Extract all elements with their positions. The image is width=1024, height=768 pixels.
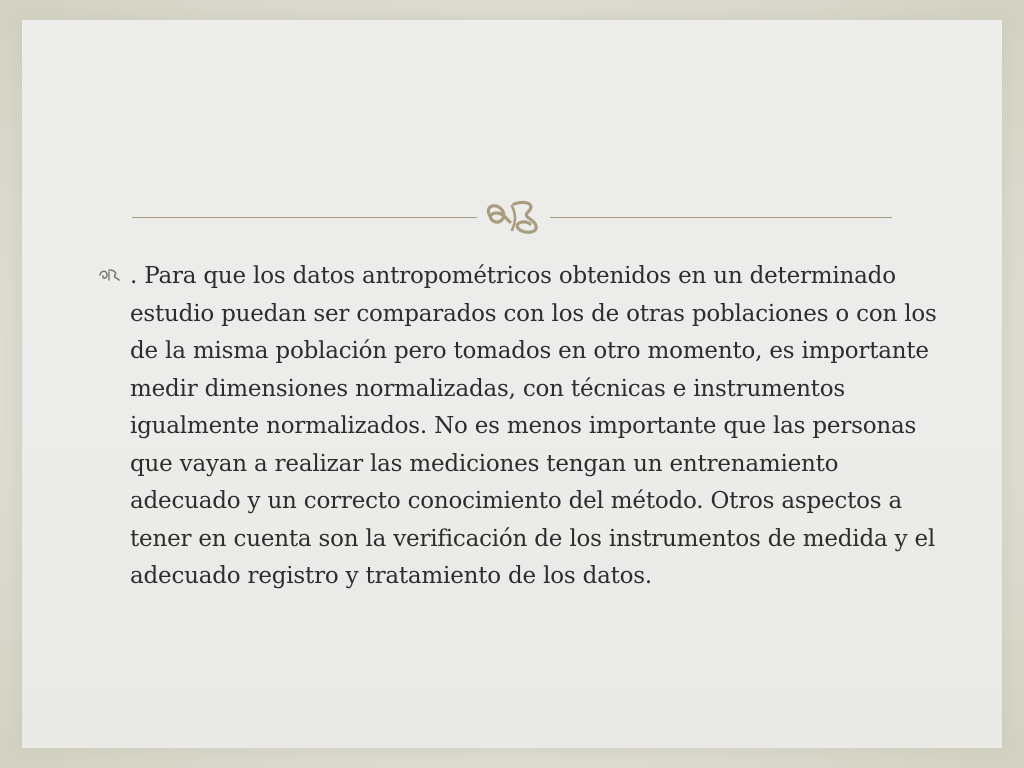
slide-content — [90, 258, 950, 596]
title-divider — [132, 196, 892, 236]
divider-line-left — [132, 217, 477, 218]
bullet-text: . Para que los datos antropométricos obtenidos en un determinado estudio puedan ser comparados con los de otras poblaciones o con los de la misma población pero tomados en otro momento, es importante medir dimensiones normalizadas, con técnicas e instrumentos igualmente normalizados. No es menos importante que las personas que vayan a realizar las mediciones tengan un entrenamiento adecuado y un correcto conocimiento del método. Otros aspectos a tener en cuenta son la verificación de los instrumentos de medida y el adecuado registro y tratamiento de los datos. — [130, 263, 937, 589]
divider-line-right — [550, 217, 892, 218]
flourish-bullet-icon — [98, 268, 122, 282]
bullet-item — [90, 258, 950, 596]
ornamental-flourish-icon — [476, 196, 552, 236]
